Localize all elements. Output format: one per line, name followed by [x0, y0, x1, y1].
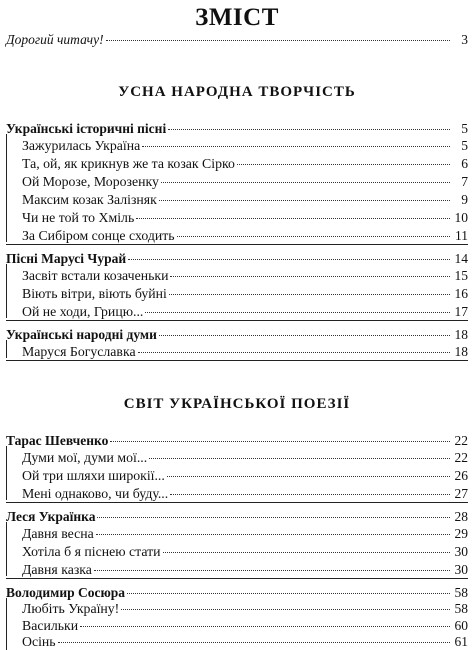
dot-leader — [163, 552, 450, 553]
dot-leader — [94, 570, 450, 571]
dot-leader — [237, 164, 450, 165]
toc-entry-label: Засвіт встали козаченьки — [22, 268, 169, 283]
toc-entry-label: Ой Морозе, Морозенку — [22, 174, 159, 189]
toc-entry-label: Любіть Україну! — [22, 601, 120, 616]
dot-leader — [121, 609, 450, 610]
toc-entry[interactable] — [22, 303, 468, 320]
toc-page-number: 22 — [454, 433, 468, 448]
dot-leader — [170, 276, 450, 277]
toc-entry[interactable] — [22, 227, 468, 244]
toc-entry[interactable] — [22, 285, 468, 302]
dot-leader — [80, 626, 450, 627]
dot-leader — [159, 200, 450, 201]
toc-entry[interactable] — [22, 467, 468, 484]
toc-entry-label: Дорогий читачу! — [6, 32, 104, 47]
toc-page-number: 26 — [454, 468, 468, 483]
dot-leader — [58, 642, 450, 643]
toc-group-entry[interactable] — [6, 432, 468, 449]
toc-page-number: 5 — [461, 121, 468, 136]
toc-page-number: 14 — [454, 251, 468, 266]
toc-entry[interactable] — [22, 137, 468, 154]
toc-group-entry[interactable] — [6, 250, 468, 267]
toc-group-label: Володимир Сосюра — [6, 585, 126, 600]
toc-entry[interactable] — [22, 600, 468, 617]
toc-entry[interactable] — [22, 561, 468, 578]
dot-leader — [142, 146, 450, 147]
dot-leader — [168, 129, 450, 130]
toc-entry-label: Чи не той то Хміль — [22, 210, 135, 225]
toc-group-label: Українські історичні пісні — [6, 121, 167, 136]
toc-page-number: 7 — [461, 174, 468, 189]
toc-entry[interactable] — [22, 209, 468, 226]
dot-leader — [110, 441, 450, 442]
toc-group-label: Тарас Шевченко — [6, 433, 109, 448]
toc-entry[interactable] — [22, 633, 468, 650]
group-underline — [6, 320, 468, 321]
toc-entry[interactable] — [22, 191, 468, 208]
toc-page-number: 3 — [461, 32, 468, 47]
toc-page-number: 17 — [454, 304, 468, 319]
dot-leader — [127, 593, 450, 594]
toc-entry[interactable] — [22, 525, 468, 542]
group-bracket — [6, 264, 7, 318]
dot-leader — [97, 517, 450, 518]
toc-page-number: 27 — [454, 486, 468, 501]
toc-entry[interactable] — [22, 343, 468, 360]
toc-page-number: 29 — [454, 526, 468, 541]
page-title: ЗМІСТ — [195, 4, 279, 31]
dot-leader — [128, 259, 450, 260]
dot-leader — [177, 236, 450, 237]
toc-entry-label: Осінь — [22, 634, 56, 649]
dot-leader — [138, 352, 450, 353]
toc-entry-label: Васильки — [22, 618, 79, 633]
toc-entry-label: Ой не ходи, Грицю... — [22, 304, 144, 319]
group-bracket — [6, 522, 7, 576]
toc-page-number: 15 — [454, 268, 468, 283]
toc-page-number: 18 — [454, 344, 468, 359]
toc-entry[interactable] — [22, 485, 468, 502]
toc-entry[interactable] — [22, 267, 468, 284]
group-bracket — [6, 446, 7, 500]
toc-entry-label: Думи мої, думи мої... — [22, 450, 148, 465]
group-underline — [6, 360, 468, 361]
toc-page-number: 18 — [454, 327, 468, 342]
group-bracket — [6, 340, 7, 358]
dot-leader — [136, 218, 450, 219]
toc-entry[interactable] — [22, 155, 468, 172]
dot-leader — [170, 494, 450, 495]
toc-entry-label: Маруся Богуславка — [22, 344, 136, 359]
toc-group-label: Пісні Марусі Чурай — [6, 251, 127, 266]
toc-entry-label: Максим козак Залізняк — [22, 192, 157, 207]
toc-entry[interactable] — [22, 449, 468, 466]
dot-leader — [145, 312, 450, 313]
toc-entry-label: Віють вітри, віють буйні — [22, 286, 167, 301]
toc-entry-label: Хотіла б я піснею стати — [22, 544, 161, 559]
toc-group-entry[interactable] — [6, 508, 468, 525]
toc-page-number: 58 — [454, 585, 468, 600]
toc-group-entry[interactable] — [6, 120, 468, 137]
toc-page-number: 9 — [461, 192, 468, 207]
toc-entry-label: Зажурилась Україна — [22, 138, 141, 153]
toc-entry-label: Давня весна — [22, 526, 94, 541]
group-bracket — [6, 134, 7, 242]
group-underline — [6, 578, 468, 579]
toc-entry-label: За Сибіром сонце сходить — [22, 228, 175, 243]
toc-page-number: 60 — [454, 618, 468, 633]
toc-page-number: 30 — [454, 562, 468, 577]
toc-group-entry[interactable] — [6, 584, 468, 601]
toc-page-number: 5 — [461, 138, 468, 153]
dot-leader — [167, 476, 450, 477]
toc-page-number: 6 — [461, 156, 468, 171]
toc-page-number: 30 — [454, 544, 468, 559]
toc-entry-label: Давня казка — [22, 562, 92, 577]
dot-leader — [159, 335, 450, 336]
toc-page-number: 11 — [455, 228, 468, 243]
toc-entry[interactable] — [22, 617, 468, 634]
toc-page-number: 28 — [454, 509, 468, 524]
dot-leader — [149, 458, 450, 459]
toc-entry-label: Ой три шляхи широкії... — [22, 468, 165, 483]
dot-leader — [169, 294, 450, 295]
toc-group-label: Українські народні думи — [6, 327, 157, 342]
toc-entry-label: Мені однаково, чи буду... — [22, 486, 169, 501]
section-heading: УСНА НАРОДНА ТВОРЧІСТЬ — [118, 84, 356, 100]
toc-group-label: Леся Українка — [6, 509, 96, 524]
toc-page-number: 61 — [454, 634, 468, 649]
toc-entry[interactable] — [22, 543, 468, 560]
group-bracket — [6, 598, 7, 650]
group-underline — [6, 502, 468, 503]
toc-entry-intro[interactable] — [6, 31, 468, 48]
dot-leader — [161, 182, 450, 183]
toc-group-entry[interactable] — [6, 326, 468, 343]
dot-leader — [106, 40, 450, 41]
dot-leader — [96, 534, 450, 535]
toc-entry-label: Та, ой, як крикнув же та козак Сірко — [22, 156, 235, 171]
toc-page-number: 16 — [454, 286, 468, 301]
group-underline — [6, 244, 468, 245]
toc-page-number: 58 — [454, 601, 468, 616]
toc-page-number: 22 — [454, 450, 468, 465]
section-heading: СВІТ УКРАЇНСЬКОЇ ПОЕЗІЇ — [123, 396, 351, 412]
toc-page-number: 10 — [454, 210, 468, 225]
toc-entry[interactable] — [22, 173, 468, 190]
